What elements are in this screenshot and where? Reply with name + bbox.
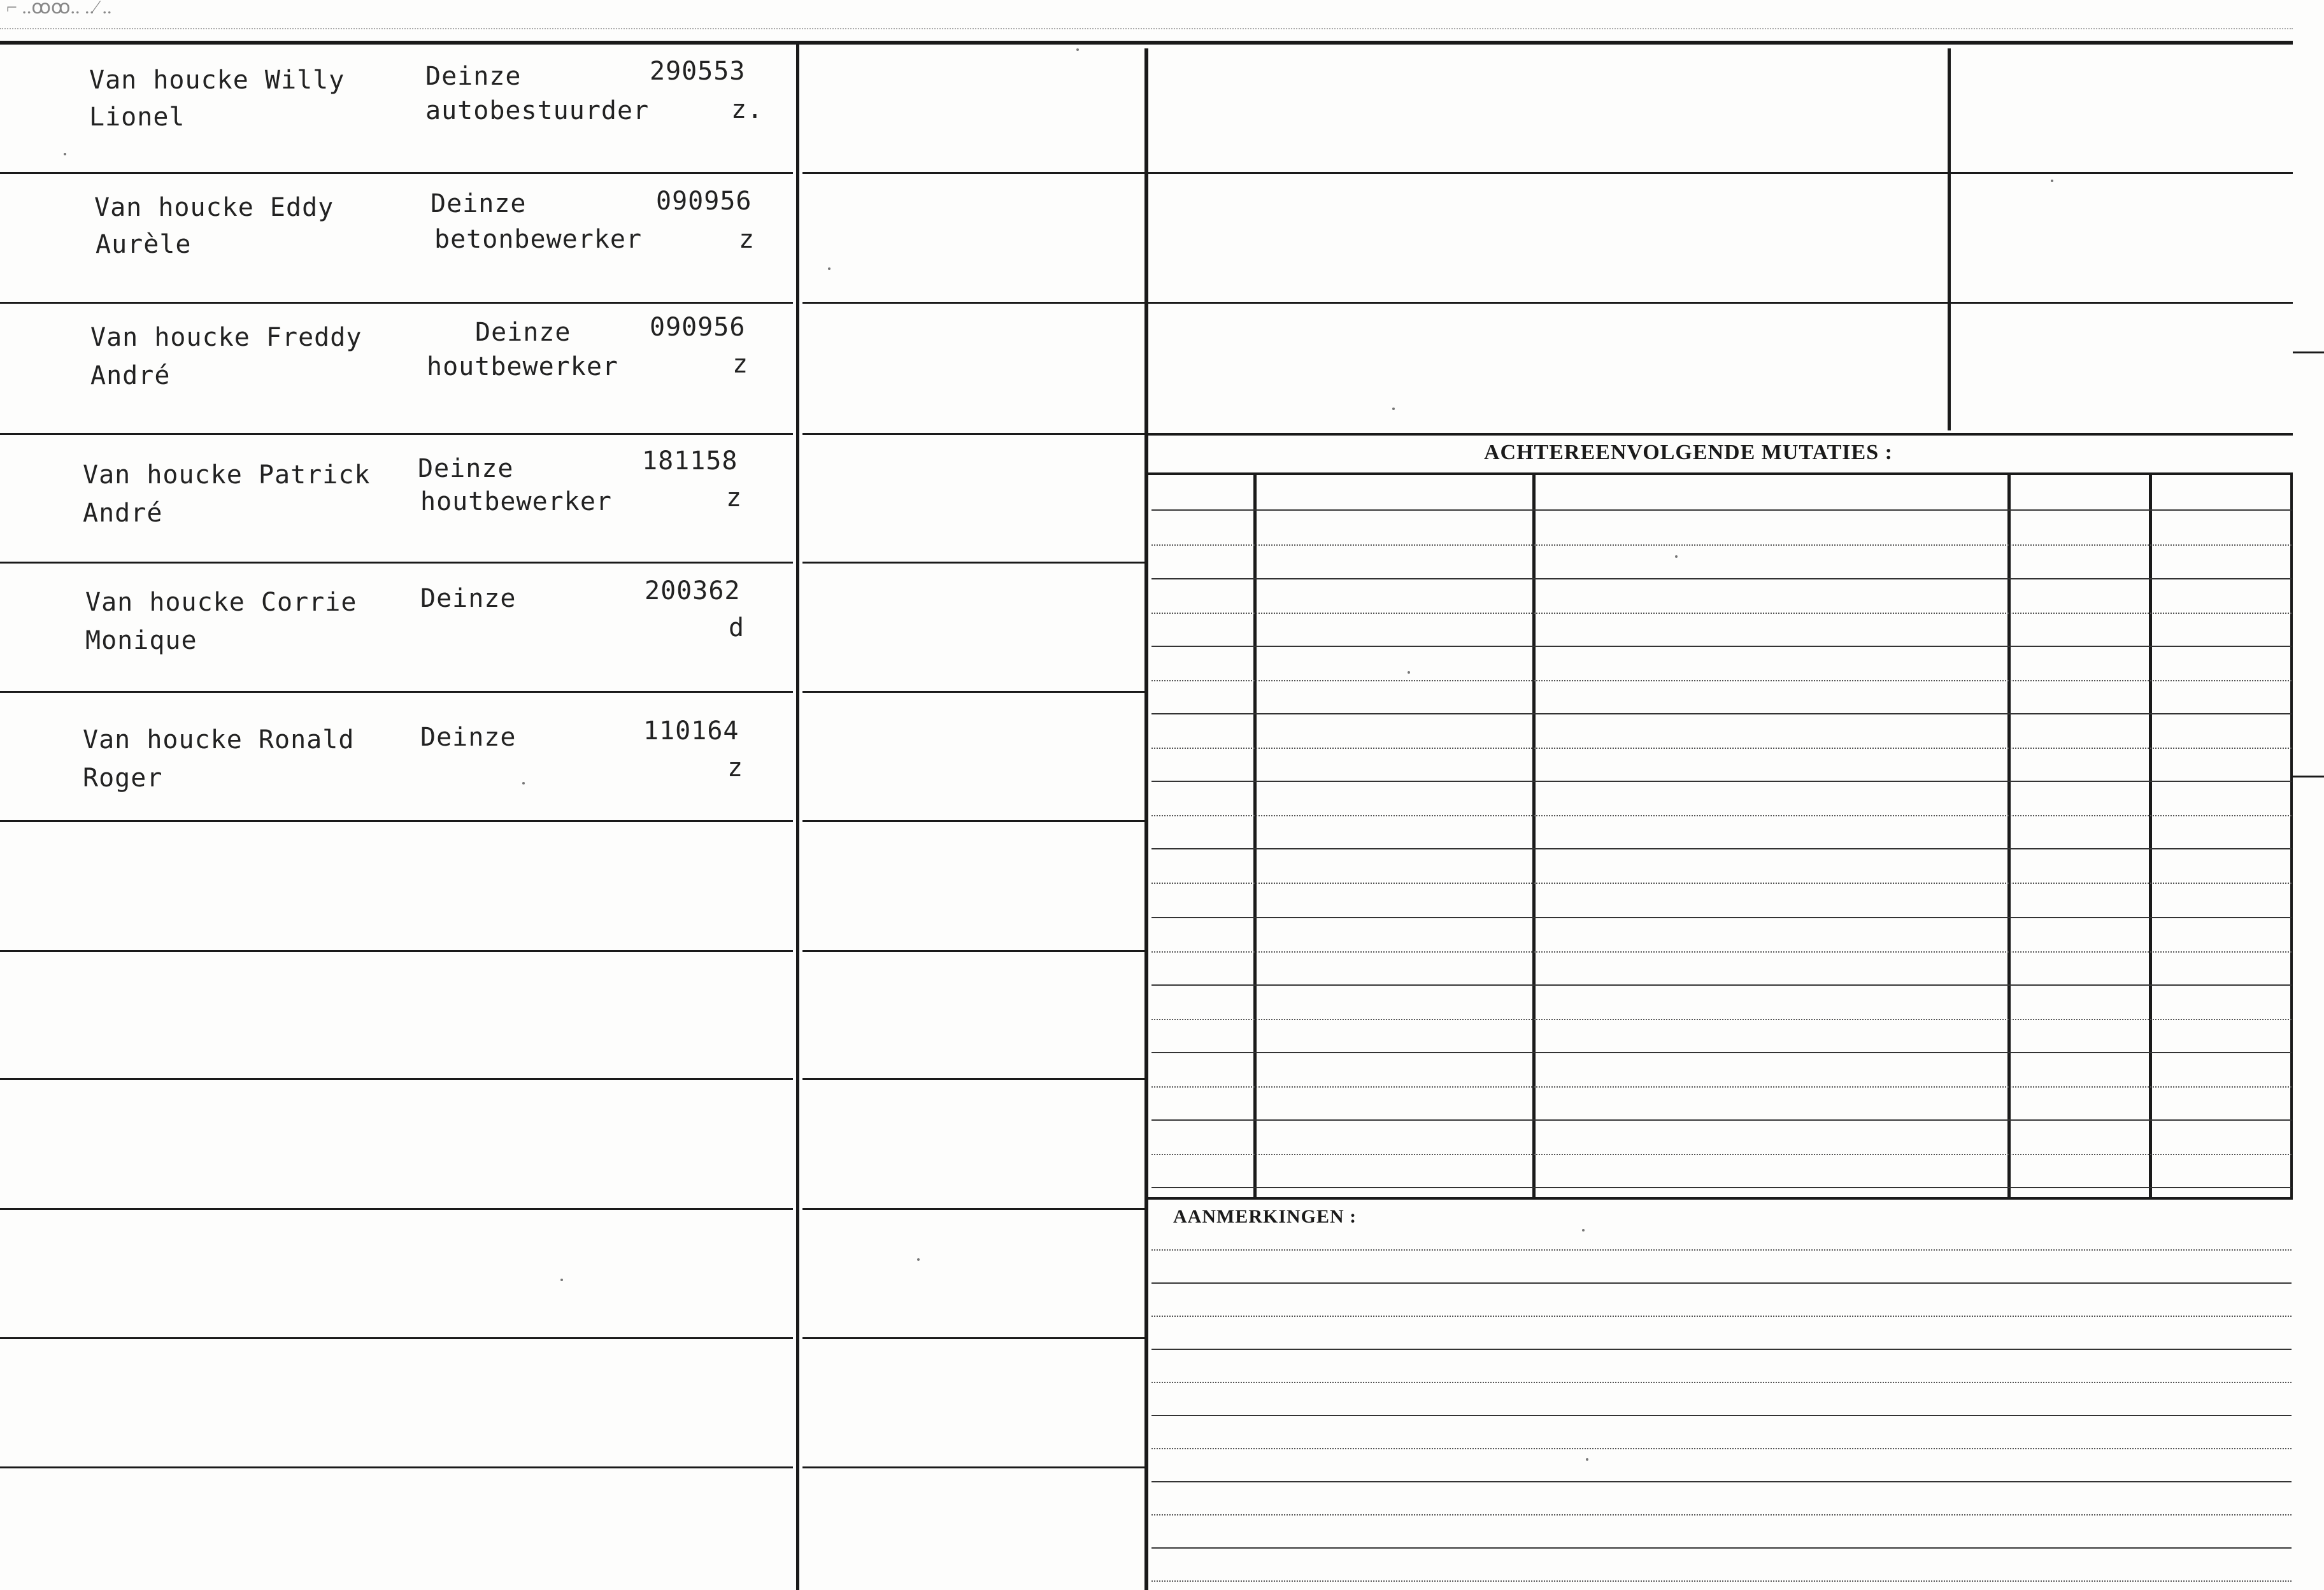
person-code: z xyxy=(739,225,755,254)
row-separator xyxy=(802,820,1144,822)
row-separator xyxy=(0,691,793,693)
scan-speck xyxy=(1586,1458,1588,1461)
mutations-col-divider xyxy=(1532,475,1536,1197)
person-firstnames: Aurèle xyxy=(96,230,192,259)
row-separator xyxy=(0,950,793,952)
mutations-line xyxy=(1151,646,2292,647)
mutations-line xyxy=(1151,1154,2292,1155)
person-code: z xyxy=(727,753,744,783)
mutations-col-divider xyxy=(1253,475,1257,1197)
remarks-heading: AANMERKINGEN : xyxy=(1173,1206,1357,1227)
mutations-line xyxy=(1151,748,2292,749)
scan-speck xyxy=(560,1279,563,1281)
person-occupation: houtbewerker xyxy=(427,352,618,381)
mutations-line xyxy=(1151,883,2292,884)
mutations-line xyxy=(1151,848,2292,849)
mutations-line xyxy=(1151,951,2292,953)
scan-speck xyxy=(1582,1229,1585,1232)
mutations-top-rule xyxy=(1148,433,2293,436)
top-right-separator xyxy=(1148,172,2293,174)
row-separator xyxy=(0,1208,793,1210)
top-right-separator xyxy=(1148,302,2293,304)
row-separator xyxy=(802,1078,1144,1080)
person-firstnames: André xyxy=(90,361,171,390)
mutations-line xyxy=(1151,1052,2292,1053)
mutations-line xyxy=(1151,544,2292,546)
row-separator xyxy=(802,433,1144,435)
row-separator xyxy=(0,433,793,435)
person-date: 090956 xyxy=(656,187,752,216)
remarks-line xyxy=(1151,1514,2292,1515)
person-date: 290553 xyxy=(650,57,746,86)
person-name: Van houcke Ronald xyxy=(83,725,355,755)
mutations-table-top xyxy=(1148,472,2293,475)
scan-speck xyxy=(522,782,525,784)
mutations-line xyxy=(1151,509,2292,511)
row-separator xyxy=(802,562,1144,564)
scan-speck xyxy=(828,267,831,270)
mutations-line xyxy=(1151,917,2292,918)
row-separator xyxy=(802,1337,1144,1339)
remarks-line xyxy=(1151,1382,2292,1383)
scan-speck xyxy=(1408,671,1410,674)
row-separator xyxy=(802,302,1144,304)
person-place: Deinze xyxy=(420,723,517,752)
person-code: z xyxy=(726,483,743,513)
row-separator xyxy=(802,950,1144,952)
person-name: Van houcke Eddy xyxy=(94,193,334,222)
mutations-col-divider xyxy=(2290,475,2293,1197)
scan-speck xyxy=(1076,48,1079,51)
mutations-col-divider xyxy=(2149,475,2152,1197)
row-separator xyxy=(802,1208,1144,1210)
person-place: Deinze xyxy=(431,189,527,218)
scan-speck xyxy=(2051,180,2053,182)
person-date: 181158 xyxy=(642,446,738,476)
edge-mark xyxy=(2293,776,2324,777)
person-firstnames: Roger xyxy=(83,763,163,793)
row-separator xyxy=(0,1466,793,1468)
mutations-heading: ACHTEREENVOLGENDE MUTATIES : xyxy=(1484,441,1893,464)
mutations-bottom-rule xyxy=(1148,1197,2293,1200)
person-code: d xyxy=(729,613,745,642)
person-occupation: autobestuurder xyxy=(425,96,650,125)
left-column-divider xyxy=(796,45,799,1590)
mutations-line xyxy=(1151,815,2292,816)
person-place: Deinze xyxy=(420,584,517,613)
scan-speck xyxy=(917,1258,920,1261)
mutations-line xyxy=(1151,713,2292,714)
mutations-line xyxy=(1151,578,2292,579)
top-dotted-rule xyxy=(0,28,2293,29)
remarks-line xyxy=(1151,1481,2292,1482)
mutations-line xyxy=(1151,1187,2292,1188)
mutations-line xyxy=(1151,781,2292,782)
scan-speck xyxy=(1675,555,1678,558)
person-name: Van houcke Patrick xyxy=(83,460,371,490)
person-code: z. xyxy=(731,95,764,124)
person-firstnames: André xyxy=(83,499,163,528)
remarks-line xyxy=(1151,1282,2292,1284)
remarks-line xyxy=(1151,1448,2292,1449)
person-occupation: betonbewerker xyxy=(434,225,643,254)
mutations-line xyxy=(1151,680,2292,681)
top-right-divider xyxy=(1948,48,1951,430)
person-firstnames: Monique xyxy=(85,626,197,655)
remarks-line xyxy=(1151,1249,2292,1251)
row-separator xyxy=(802,172,1144,174)
row-separator xyxy=(0,172,793,174)
remarks-line xyxy=(1151,1349,2292,1350)
person-date: 200362 xyxy=(645,576,741,606)
person-code: z xyxy=(732,350,749,379)
person-place: Deinze xyxy=(425,62,522,91)
row-separator xyxy=(0,1337,793,1339)
row-separator xyxy=(0,820,793,822)
person-place: Deinze xyxy=(418,454,514,483)
person-firstnames: Lionel xyxy=(89,103,185,132)
remarks-line xyxy=(1151,1580,2292,1582)
top-rule xyxy=(0,41,2293,45)
mutations-line xyxy=(1151,1019,2292,1020)
remarks-line xyxy=(1151,1547,2292,1549)
top-edge-marks: ⌐ ..ꝏꝏ.. ..⁄ .. xyxy=(6,0,112,18)
person-name: Van houcke Freddy xyxy=(90,323,362,352)
scan-speck xyxy=(64,153,66,155)
scan-speck xyxy=(1392,408,1395,410)
mutations-line xyxy=(1151,1086,2292,1088)
row-separator xyxy=(802,1466,1144,1468)
row-separator xyxy=(0,302,793,304)
mutations-col-divider xyxy=(2007,475,2011,1197)
person-date: 090956 xyxy=(650,313,746,342)
row-separator xyxy=(0,1078,793,1080)
row-separator xyxy=(0,562,793,564)
person-date: 110164 xyxy=(643,716,739,746)
remarks-line xyxy=(1151,1316,2292,1317)
row-separator xyxy=(802,691,1144,693)
person-place: Deinze xyxy=(475,318,571,347)
person-name: Van houcke Willy xyxy=(89,66,345,95)
mutations-line xyxy=(1151,613,2292,614)
mutations-line xyxy=(1151,1119,2292,1121)
center-main-divider xyxy=(1144,48,1148,1590)
mutations-line xyxy=(1151,984,2292,986)
remarks-line xyxy=(1151,1415,2292,1416)
edge-mark xyxy=(2293,351,2324,353)
person-name: Van houcke Corrie xyxy=(85,588,357,617)
person-occupation: houtbewerker xyxy=(420,487,612,516)
